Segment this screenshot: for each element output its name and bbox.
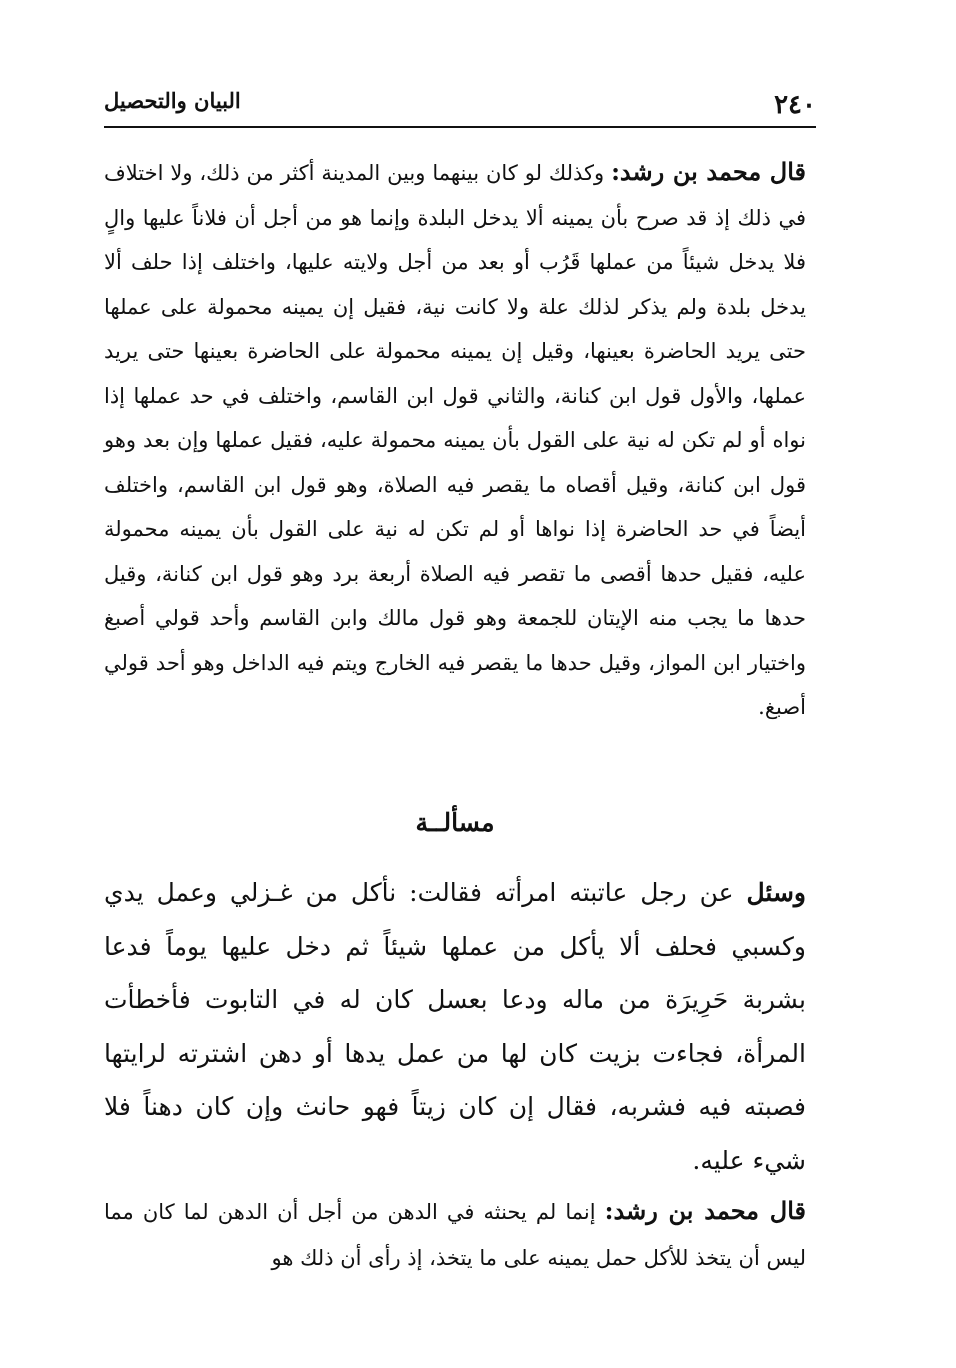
question-paragraph (104, 866, 806, 1187)
commentary-text-2: إنما لم يحنثه في الدهن من أجل أن الدهن لما كان مما ليس أن يتخذ للأكل حمل يمينه على ما يتخذ، إذ رأى أن ذلك هو (104, 1200, 806, 1270)
commentary-paragraph-2 (104, 1188, 806, 1281)
running-title: البيان والتحصيل (104, 88, 241, 113)
page-header (104, 82, 816, 128)
commentary-paragraph-1 (104, 150, 806, 730)
question-text: عن رجل عاتبته امرأته فقالت: نأكل من غـزلي وعمل يدي وكسبي فحلف ألا يأكل من عملها شيئاً ثم دخل عليها يوماً فدعا بشربة حَرِيرَة من ماله ودعا بعسل كان له في التابوت فأخطأت المرأة، فجاءت بزيت كان لها من عمل يدها أو دهن اشترته لرايتها فصبته فيه فشربه، فقال إن كان زيتاً فهو حانث وإن كان دهناً فلا شيء عليه. (104, 878, 806, 1175)
section-title: مسألــة (415, 808, 495, 837)
commentary-text: وكذلك لو كان بينهما وبين المدينة أكثر من ذلك، ولا اختلاف في ذلك إذ قد صرح بأن يمينه ألا يدخل البلدة وإنما هو من أجل أن فلاناً عليها والٍ فلا يدخل شيئاً من عملها قَرُب أو بعد من أجل ولايته عليها، واختلف إذا حلف ألا يدخل بلدة ولم يذكر لذلك علة ولا كانت نية، فقيل إن يمينه محمولة على عملها حتى يريد الحاضرة بعينها، وقيل إن يمينه محمولة على الحاضرة بعينها حتى يريد عملها، والأول قول ابن كنانة، والثاني قول ابن القاسم، واختلف في حد عملها إذا نواه أو لم تكن له نية على القول بأن يمينه محمولة عليه، فقيل عملها وإن بعد وهو قول ابن كنانة، وقيل أقصاه ما يقصر فيه الصلاة، وهو قول ابن القاسم، واختلف أيضاً في حد الحاضرة إذا نواها أو لم تكن له نية على القول بأن يمينه محمولة عليه، فقيل حدها أقصى ما تقصر فيه الصلاة أربعة برد وهو قول ابن كنانة، وقيل حدها ما يجب منه الإيتان للجمعة وهو قول مالك وابن القاسم وأحد قولي أصبغ واختيار ابن المواز، وقيل حدها ما يقصر فيه الخارج ويتم فيه الداخل وهو أحد قولي أصبغ. (104, 161, 806, 719)
question-lead: وسئل (746, 878, 806, 907)
commentary-author-lead: قال محمد بن رشد: (611, 157, 806, 186)
commentary-author-lead-2: قال محمد بن رشد: (604, 1196, 807, 1225)
page-number: ٢٤٠ (774, 90, 816, 120)
